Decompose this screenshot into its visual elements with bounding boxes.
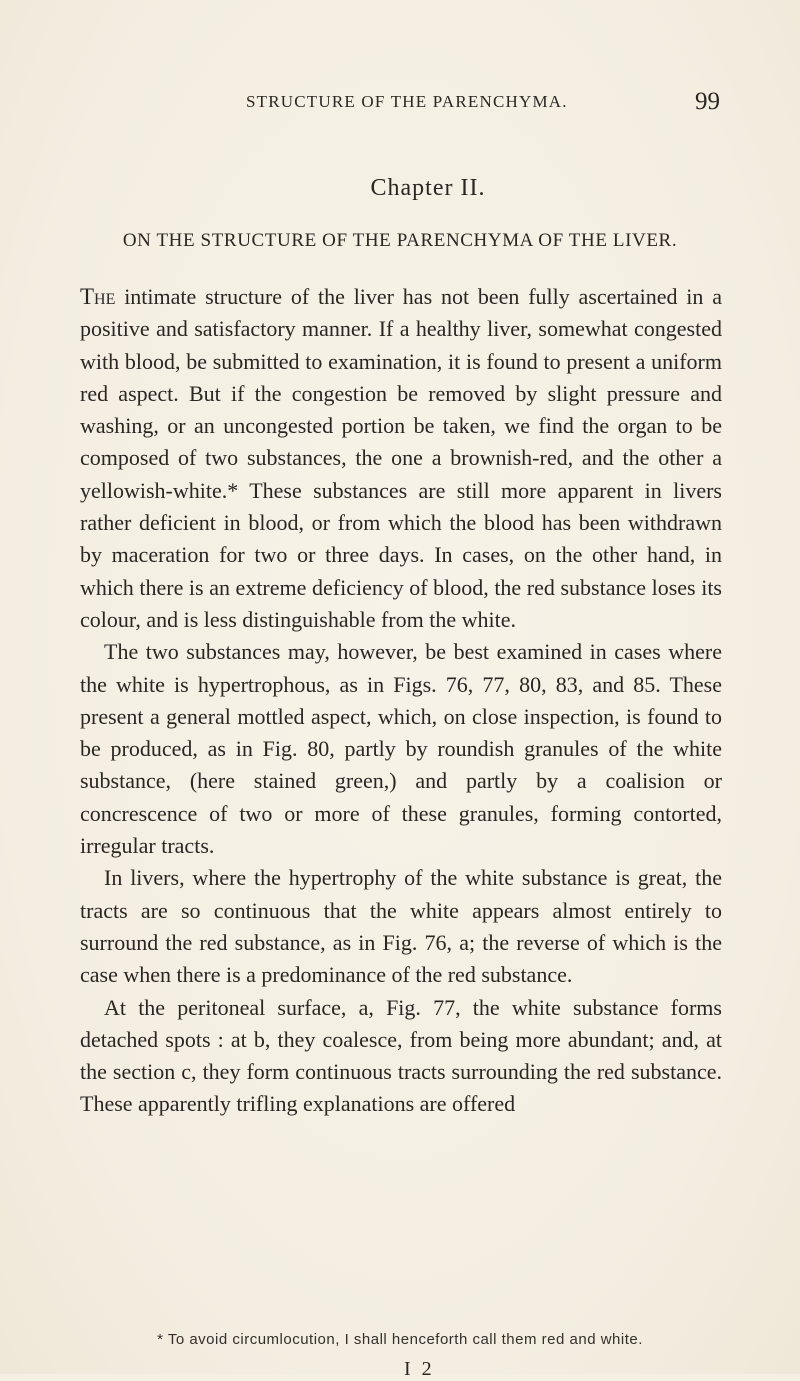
paragraph-2: The two substances may, however, be best examined in cases where the white is hypertrophous, as in Figs. 76, 77, 80, 83, and 85. These present a general mottled aspect, which, on close inspection, is found to be produced, as in Fig. 80, partly by roundish granules of the white substance, (here stained green,) and partly by a coalision or concrescence of two or more of these granules, forming contorted, irregular tracts.	[80, 639, 722, 859]
chapter-title: ON THE STRUCTURE OF THE PARENCHYMA OF THE LIVER.	[122, 230, 678, 251]
running-head	[246, 88, 720, 118]
footnote: * To avoid circumlocution, I shall henceforth call them red and white.	[157, 1331, 643, 1348]
body-text	[80, 281, 722, 1121]
page-number: 99	[695, 88, 720, 115]
paragraph-1-text: intimate structure of the liver has not been fully ascertained in a positive and satisfactory manner. If a healthy liver, somewhat congested with blood, be submitted to examination, it is found to present a uniform red aspect. But if the congestion be removed by slight pressure and washing, or an uncongested portion be taken, we find the organ to be composed of two substances, the one a brownish-red, and the other a yellowish-white.* These substances are still more apparent in livers rather deficient in blood, or from which the blood has been withdrawn by maceration for two or three days. In cases, on the other hand, in which there is an extreme deficiency of blood, the red substance loses its colour, and is less distinguishable from the white.	[80, 284, 722, 632]
signature-mark: I 2	[404, 1358, 435, 1380]
paragraph-3: In livers, where the hypertrophy of the white substance is great, the tracts are so continuous that the white appears almost entirely to surround the red substance, as in Fig. 76, a; the reverse of which is the case when there is a predominance of the red substance.	[80, 865, 722, 988]
running-title: STRUCTURE OF THE PARENCHYMA.	[246, 92, 568, 111]
paragraph-1	[80, 281, 722, 636]
paragraph-4: At the peritoneal surface, a, Fig. 77, the white substance forms detached spots : at b, they coalesce, from being more abundant; and, at the section c, they form continuous tracts surrounding the red substance. These apparently trifling explanations are offered	[80, 994, 722, 1117]
chapter-heading: Chapter II.	[370, 175, 486, 201]
opening-word: The	[80, 284, 116, 309]
